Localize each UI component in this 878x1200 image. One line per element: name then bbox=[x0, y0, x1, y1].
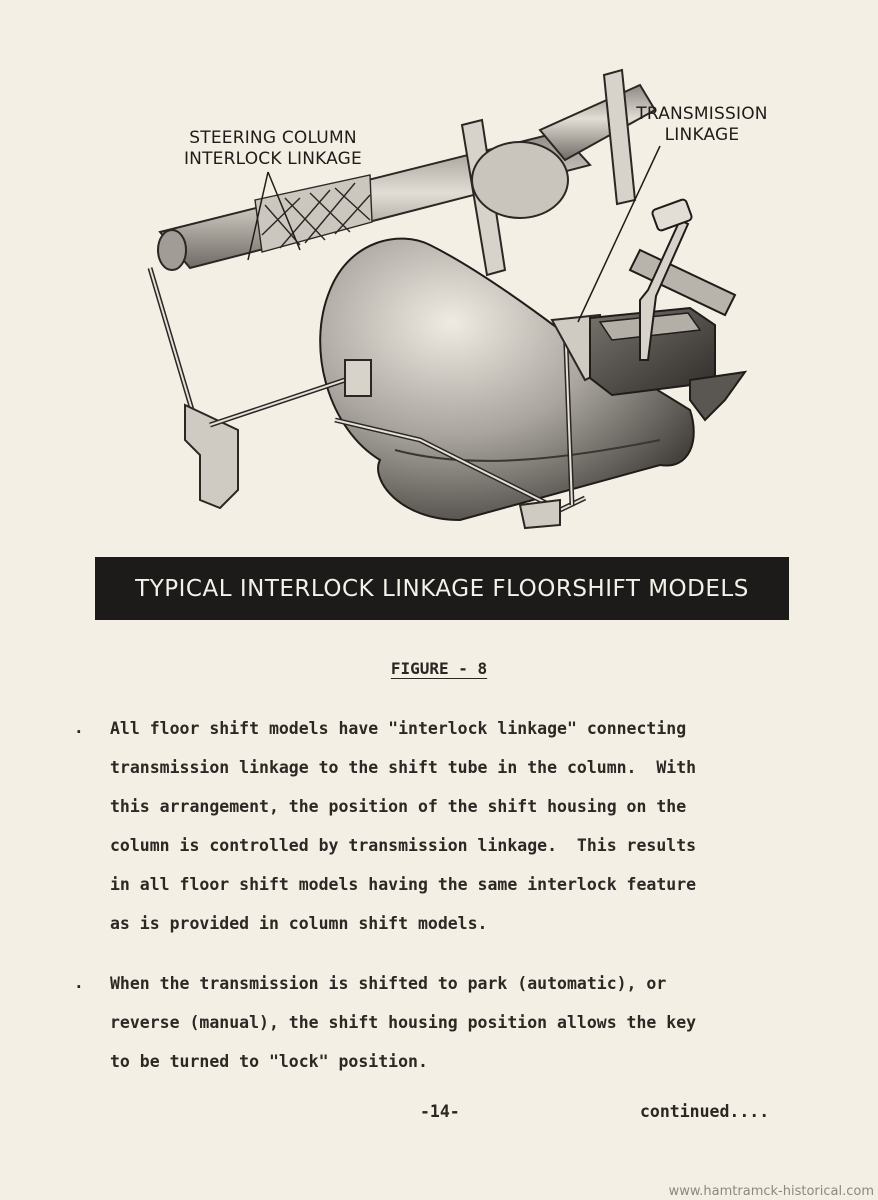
page-number: -14- bbox=[420, 1102, 460, 1121]
paragraph-line: as is provided in column shift models. bbox=[110, 914, 488, 933]
paragraph-line: to be turned to "lock" position. bbox=[110, 1052, 428, 1071]
continued-note: continued.... bbox=[640, 1102, 770, 1121]
figure-label-text: FIGURE - 8 bbox=[390, 659, 488, 678]
callout-transmission-line2: LINKAGE bbox=[664, 125, 740, 145]
paragraph-line: in all floor shift models having the same interlock feature bbox=[110, 875, 697, 894]
figure-label bbox=[0, 659, 878, 678]
paragraph-park-lock bbox=[110, 964, 800, 1081]
callout-steering-line1: STEERING COLUMN bbox=[189, 128, 357, 148]
paragraph-floor-shift bbox=[110, 709, 800, 943]
paragraph-line: transmission linkage to the shift tube in the column. With bbox=[110, 758, 697, 777]
watermark-url: www.hamtramck-historical.com bbox=[668, 1184, 874, 1199]
callout-steering-column bbox=[168, 128, 378, 170]
bullet-marker: . bbox=[74, 973, 84, 992]
figure-caption-banner: TYPICAL INTERLOCK LINKAGE FLOORSHIFT MODELS bbox=[95, 557, 789, 620]
callout-transmission-linkage bbox=[622, 104, 782, 146]
bullet-marker: . bbox=[74, 718, 84, 737]
interlock-linkage-illustration bbox=[0, 0, 878, 560]
callout-steering-line2: INTERLOCK LINKAGE bbox=[183, 149, 363, 169]
paragraph-line: column is controlled by transmission linkage. This results bbox=[110, 836, 697, 855]
paragraph-line: reverse (manual), the shift housing position allows the key bbox=[110, 1013, 697, 1032]
paragraph-line: All floor shift models have "interlock linkage" connecting bbox=[110, 719, 687, 738]
callout-transmission-line1: TRANSMISSION bbox=[636, 104, 768, 124]
paragraph-line: this arrangement, the position of the shift housing on the bbox=[110, 797, 687, 816]
paragraph-line: When the transmission is shifted to park (automatic), or bbox=[110, 974, 667, 993]
